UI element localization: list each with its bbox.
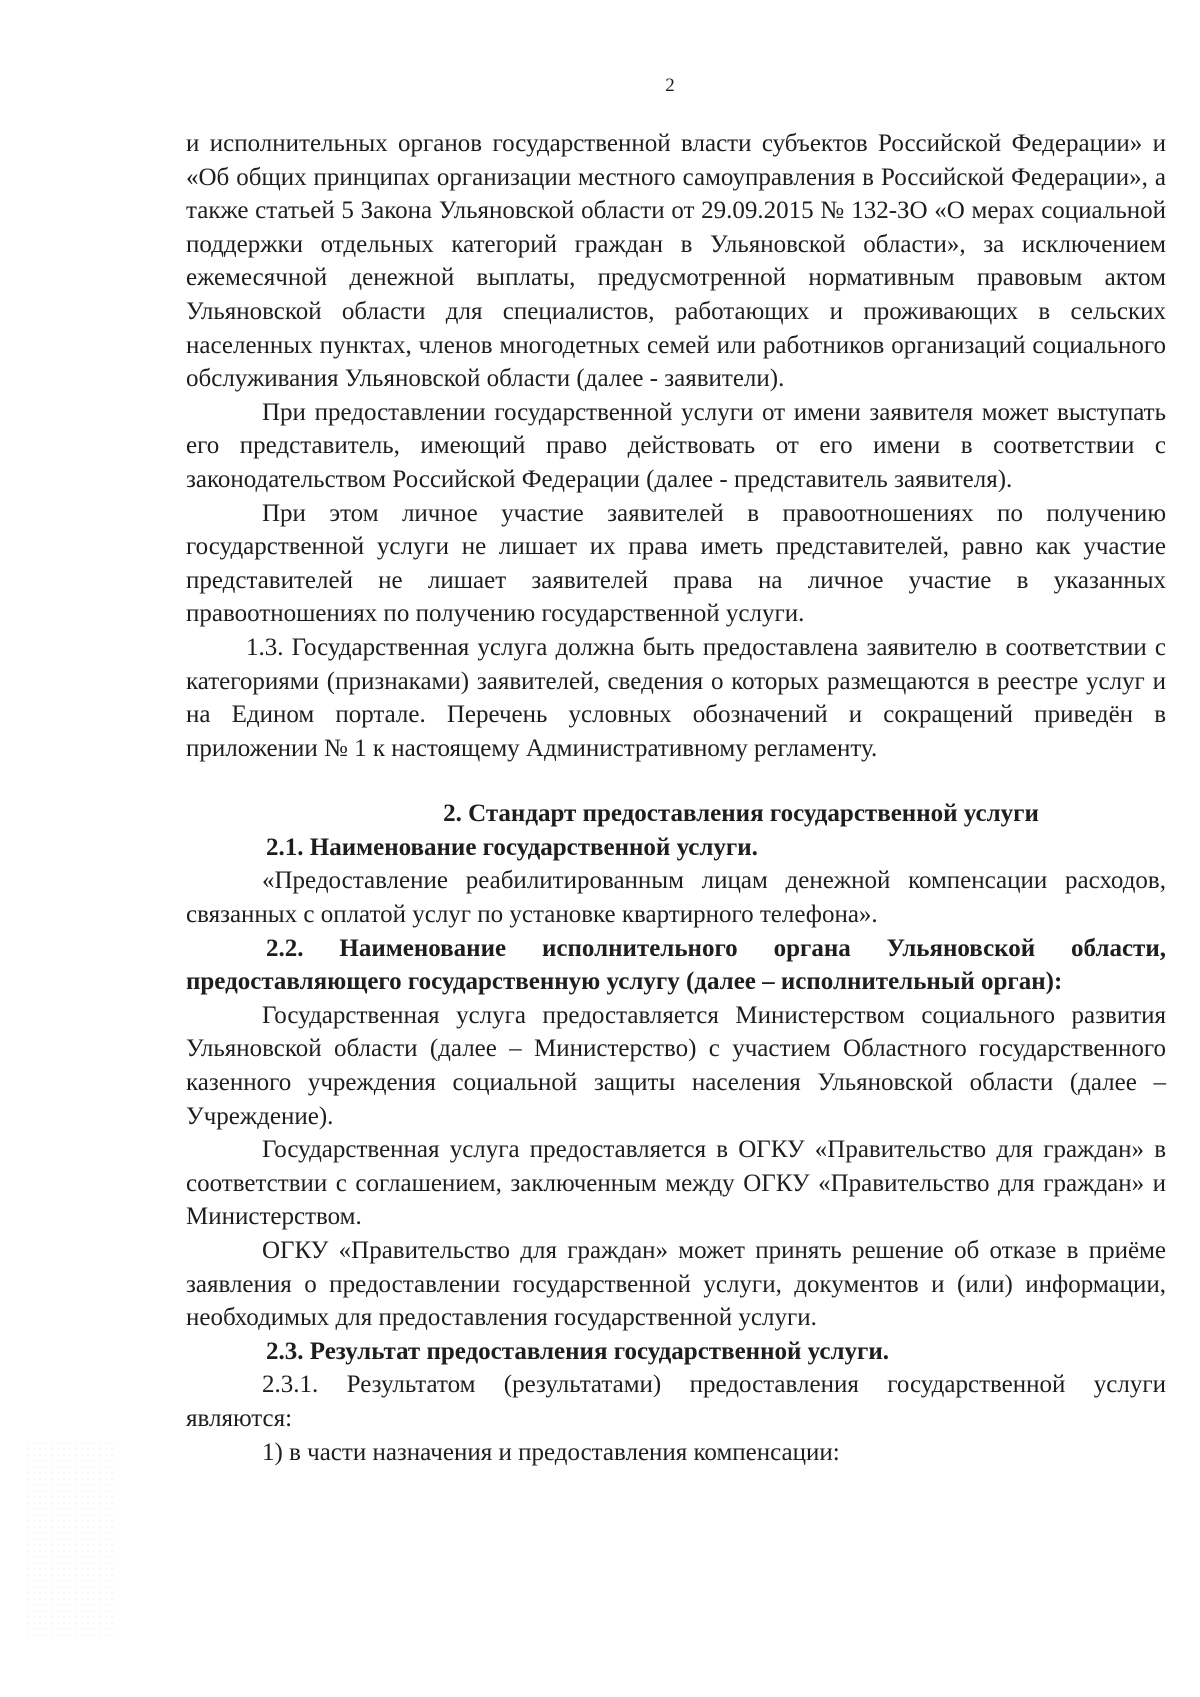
heading-2-3: 2.3. Результат предоставления государственной услуги. [266, 1337, 889, 1365]
heading-2-1: 2.1. Наименование государственной услуги. [266, 833, 758, 861]
paragraph-2-3-1: 2.3.1. Результатом (результатами) предоставления государственной услуги являются: [186, 1371, 1166, 1432]
paragraph-ministry: Государственная услуга предоставляется Министерством социального развития Ульяновской области (далее – Министерство) с участием Областного государственного казенного учреждения социальной защиты населения Ульяновской области (далее – Учреждение). [186, 1001, 1166, 1130]
document-body [186, 127, 1166, 1469]
section-heading-2: 2. Стандарт предоставления государственной услуги [443, 800, 1039, 828]
scan-noise [25, 1440, 115, 1640]
paragraph-item-1: 1) в части назначения и предоставления компенсации: [262, 1438, 840, 1466]
heading-2-2: 2.2. Наименование исполнительного органа Ульяновской области, предоставляющего государственную услугу (далее – исполнительный орган): [186, 934, 1166, 996]
paragraph-ogku-agreement: Государственная услуга предоставляется в ОГКУ «Правительство для граждан» в соответствии с соглашением, заключенным между ОГКУ «Правительство для граждан» и Министерством. [186, 1136, 1166, 1231]
paragraph-service-name: «Предоставление реабилитированным лицам денежной компенсации расходов, связанных с оплатой услуг по установке квартирного телефона». [186, 867, 1166, 929]
paragraph-1-3: 1.3. Государственная услуга должна быть предоставлена заявителю в соответствии с категориями (признаками) заявителей, сведения о которых размещаются в реестре услуг и на Едином портале. Перечень условных обозначений и сокращений приведён в приложении № 1 к настоящему Административному регламенту. [186, 633, 1166, 762]
page-number: 2 [665, 75, 675, 96]
paragraph-applicants: и исполнительных органов государственной власти субъектов Российской Федерации» и «Об общих принципах организации местного самоуправления в Российской Федерации», а также статьей 5 Закона Ульяновской области от 29.09.2015 № 132-ЗО «О мерах социальной поддержки отдельных категорий граждан в Ульяновской области», за исключением ежемесячной денежной выплаты, предусмотренной нормативным правовым актом Ульяновской области для специалистов, работающих и проживающих в сельских населенных пунктах, членов многодетных семей или работников организаций социального обслуживания Ульяновской области (далее - заявители). [186, 130, 1166, 393]
paragraph-personal-participation: При этом личное участие заявителей в правоотношениях по получению государственной услуги не лишает их права иметь представителей, равно как участие представителей не лишает заявителей права на личное участие в указанных правоотношениях по получению государственной услуги. [186, 499, 1166, 628]
paragraph-representative: При предоставлении государственной услуги от имени заявителя может выступать его представитель, имеющий право действовать от его имени в соответствии с законодательством Российской Федерации (далее - представитель заявителя). [186, 398, 1166, 493]
paragraph-ogku-refusal: ОГКУ «Правительство для граждан» может принять решение об отказе в приёме заявления о предоставлении государственной услуги, документов и (или) информации, необходимых для предоставления государственной услуги. [186, 1237, 1166, 1332]
